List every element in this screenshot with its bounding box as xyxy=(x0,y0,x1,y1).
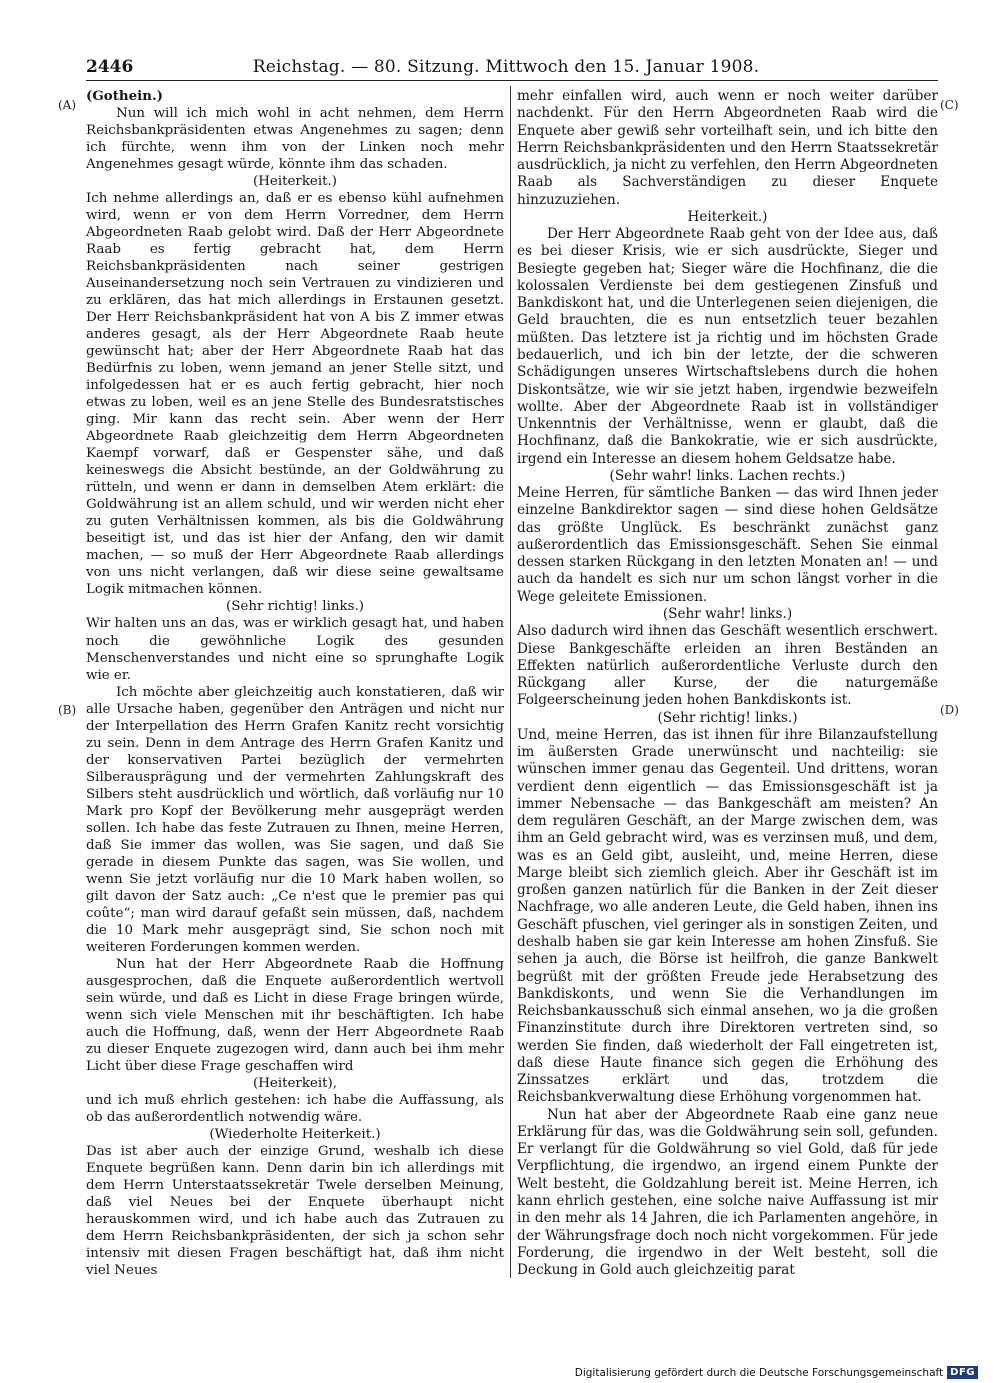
paragraph: Nun hat aber der Abgeordnete Raab eine ganz neue Erklärung für das, was die Goldwährung sein soll, gefunden. Er verlangt für die Goldwährung so viel Gold, daß für jede Verpflichtung, die irgendwo, an irgend einem Punkte der Welt besteht, die Goldzahlung bereit ist. Meine Herren, ich kann ehrlich gestehen, eine solche naive Auffassung ist mir in den mehr als 14 Jahren, die ich Parlamenten angehöre, in der Währungsfrage doch noch nicht vorgekommen. Für jede Forderung, die irgendwo in der Welt besteht, soll die Deckung in Gold auch gleichzeitig parat xyxy=(517,1106,938,1279)
left-column xyxy=(86,88,504,1279)
paragraph: Ich möchte aber gleichzeitig auch konstatieren, daß wir alle Ursache haben, gegenüber den Anträgen und nicht nur der Interpellation des Herrn Grafen Kanitz recht vorsichtig zu sein. Denn in dem Antrage des Herrn Grafen Kanitz und der konservativen Partei bezüglich der vermehrten Silberausprägung und der vermehrten Zahlungskraft des Silbers steht ausdrücklich und wörtlich, daß vorläufig nur 10 Mark pro Kopf der Bevölkerung mehr ausgeprägt werden sollen. Ich habe das feste Zutrauen zu Ihnen, meine Herren, daß Sie immer das wollen, was Sie sagen, und daß Sie gerade in diesem Punkte das sagen, was Sie wollen, und wenn Sie jetzt vorläufig nur die 10 Mark haben wollen, so gilt davon der Satz auch: „Ce n'est que le premier pas qui coûte“; man wird darauf gefaßt sein müssen, daß, nachdem die 10 Mark mehr ausgeprägt sind, Sie schon noch mit weiteren Forderungen kommen werden. xyxy=(86,684,504,955)
margin-mark-b: (B) xyxy=(58,703,77,717)
margin-mark-c: (C) xyxy=(940,98,959,112)
paragraph: Und, meine Herren, das ist ihnen für ihre Bilanzaufstellung im äußersten Grade unerwünscht und nachteilig: sie wünschen immer genau das Gegenteil. Und drittens, woran verdient denn eigentlich — das Emissionsgeschäft ist ja immer Nebensache — das Bankgeschäft am meisten? An dem regulären Geschäft, an der Marge zwischen dem, was ihm an Geld gebracht wird, was es verzinsen muß, und dem, was es an Geld gibt, ausleiht, und, meine Herren, diese Marge bleibt sich ziemlich gleich. Aber ihr Geschäft ist im großen ganzen natürlich für die Banken in der Zeit dieser Nachfrage, wo alle anderen Leute, die Geld haben, ihnen ins Geschäft pfuschen, viel geringer als in sonstigen Zeiten, und deshalb haben sie gar kein Interesse am hohen Zinsfuß. Sie sehen ja auch, die Börse ist heilfroh, die ganze Bankwelt begrüßt mit der größten Freude jede Herabsetzung des Bankdiskonts, und wenn Sie die Verhandlungen im Reichsbankausschuß sich einmal ansehen, wo ja die großen Finanzinstitute durch ihre Direktoren vertreten sind, so werden Sie finden, daß wiederholt der Fall eingetreten ist, daß diese Haute finance sich gegen die Erhöhung des Zinssatzes erklärt und das, trotzdem die Reichsbankverwaltung diese Erhöhung vorgenommen hat. xyxy=(517,726,938,1106)
header-rule xyxy=(86,80,938,81)
footer-text: Digitalisierung gefördert durch die Deutsche Forschungsgemeinschaft xyxy=(574,1366,944,1379)
paragraph: Ich nehme allerdings an, daß er es ebenso kühl aufnehmen wird, wenn er von dem Herrn Vorredner, dem Herrn Abgeordneten Raab gelobt wird. Daß der Herr Abgeordnete Raab es fertig gebracht hat, dem Herrn Reichsbankpräsidenten nach seiner gestrigen Auseinandersetzung noch sein Vertrauen zu vindizieren und zu erklären, das hat mich allerdings in Erstaunen gesetzt. Der Herr Reichsbankpräsident hat von A bis Z immer etwas anderes gesagt, als der Herr Abgeordnete Raab heute gewünscht hat; aber der Herr Abgeordnete Raab hat das Bedürfnis zu loben, wenn jemand an jener Stelle sitzt, und infolgedessen hat er es auch fertig gebracht, hier noch etwas zu loben, weil es an jene Stelle des Bundesratstisches ging. Mir kann das recht sein. Aber wenn der Herr Abgeordnete Raab gleichzeitig dem Herrn Abgeordneten Kaempf vorwarf, daß er Gespenster sähe, und daß keineswegs die Absicht bestünde, an der Goldwährung zu rütteln, und wenn er dann in demselben Atem erklärt: die Goldwährung ist an allem schuld, und wir werden nicht eher zu guten Verhältnissen kommen, als bis die Goldwährung beseitigt ist, und das ist hier der Anfang, den wir damit machen, — so muß der Herr Abgeordnete Raab allerdings von uns nicht verlangen, daß wir diese seine gewaltsame Logik mitmachen können. xyxy=(86,191,504,598)
paragraph: Also dadurch wird ihnen das Geschäft wesentlich erschwert. Diese Bankgeschäfte erleiden an ihren Beständen an Effekten natürlich außerordentliche Verluste durch den Rückgang aller Kurse, der die naturgemäße Folgeerscheinung jeden hohen Bankdiskonts ist. xyxy=(517,623,938,709)
paragraph: Der Herr Abgeordnete Raab geht von der Idee aus, daß es bei dieser Krisis, wie er sich ausdrückte, Sieger und Besiegte gegeben hat; Sieger wäre die Hochfinanz, die die kolossalen Verdienste bei dem gestiegenen Zinsfuß und Bankdiskont hat, und die Unterlegenen seien diejenigen, die Geld brauchten, die es nun entsetzlich teuer bezahlen müßten. Das letztere ist ja richtig und im höchsten Grade bedauerlich, und ich bin der letzte, der die schweren Schädigungen unseres Wirtschaftslebens durch die hohen Diskontsätze, wie wir sie jetzt haben, irgendwie bezweifeln wollte. Aber der Abgeordnete Raab ist in vollständiger Unkenntnis der Verhältnisse, wenn er glaubt, daß die Hochfinanz, daß die Bankokratie, wie er sich ausdrückte, irgend ein Interesse an diesem hohem Geldsatze habe. xyxy=(517,226,938,467)
column-divider xyxy=(510,86,511,1278)
interjection: (Heiterkeit.) xyxy=(253,174,337,190)
paragraph: Meine Herren, für sämtliche Banken — das wird Ihnen jeder einzelne Bankdirektor sagen — sind diese hohen Geldsätze das größte Unglück. Es beschränkt zunächst ganz außerordentlich das Emissionsgeschäft. Sehen Sie einmal dessen starken Rückgang in den letzten Monaten an! — und auch da handelt es sich nur um schon längst vorher in die Wege geleitete Emissionen. xyxy=(517,485,938,605)
interjection: (Heiterkeit), xyxy=(253,1075,337,1091)
interjection: (Sehr wahr! links.) xyxy=(662,605,793,622)
paragraph: Nun will ich mich wohl in acht nehmen, dem Herrn Reichsbankpräsidenten etwas Angenehmes zu sagen; denn ich fürchte, wenn ihm von der Linken noch mehr Angenehmes gesagt würde, könnte ihm das schaden. xyxy=(86,106,504,173)
interjection: (Sehr richtig! links.) xyxy=(226,599,364,615)
dfg-logo: DFG xyxy=(947,1366,978,1379)
paragraph: und ich muß ehrlich gestehen: ich habe die Auffassung, als ob das außerordentlich notwendig wäre. xyxy=(86,1092,504,1125)
interjection: Heiterkeit.) xyxy=(687,208,768,225)
paragraph: Das ist aber auch der einzige Grund, weshalb ich diese Enquete begrüßen kann. Denn darin bin ich allerdings mit dem Herrn Unterstaatssekretär Twele derselben Meinung, daß viel Neues bei der Enquete überhaupt nicht herauskommen wird, und ich habe auch das Zutrauen zu dem Herrn Reichsbankpräsidenten, der sich ja schon sehr intensiv mit diesen Fragen beschäftigt hat, daß ihm nicht viel Neues xyxy=(86,1143,504,1279)
interjection: (Sehr wahr! links. Lachen rechts.) xyxy=(609,467,846,484)
running-title: Reichstag. — 80. Sitzung. Mittwoch den 15. Januar 1908. xyxy=(252,57,760,77)
page-header xyxy=(86,54,926,80)
interjection: (Wiederholte Heiterkeit.) xyxy=(209,1126,381,1142)
digitization-footer xyxy=(575,1366,978,1379)
margin-mark-d: (D) xyxy=(940,703,959,717)
paragraph: Wir halten uns an das, was er wirklich gesagt hat, und haben noch die gewöhnliche Logik des gesunden Menschenverstandes und nicht eine so sprunghafte Logik wie er. xyxy=(86,616,504,683)
right-column xyxy=(517,88,938,1279)
margin-mark-a: (A) xyxy=(58,98,77,112)
interjection: (Sehr richtig! links.) xyxy=(657,709,798,726)
paragraph: Nun hat der Herr Abgeordnete Raab die Hoffnung ausgesprochen, daß die Enquete außerordentlich wertvoll sein würde, und daß es Licht in diese Frage bringen würde, wenn sich viele Menschen mit ihr beschäftigten. Ich habe auch die Hoffnung, daß, wenn der Herr Abgeordnete Raab zu dieser Enquete zugezogen wird, dann auch bei ihm mehr Licht über diese Frage geschaffen wird xyxy=(86,956,504,1074)
page-number: 2446 xyxy=(86,57,134,77)
speaker-name: (Gothein.) xyxy=(86,88,163,104)
paragraph: mehr einfallen wird, auch wenn er noch weiter darüber nachdenkt. Für den Herrn Abgeordneten Raab wird die Enquete aber gewiß sehr vorteilhaft sein, und ich bitte den Herrn Reichsbankpräsidenten und den Herrn Staatssekretär ausdrücklich, ja nicht zu verfehlen, den Herrn Abgeordneten Raab als Sachverständigen zu dieser Enquete hinzuzuziehen. xyxy=(517,88,938,208)
